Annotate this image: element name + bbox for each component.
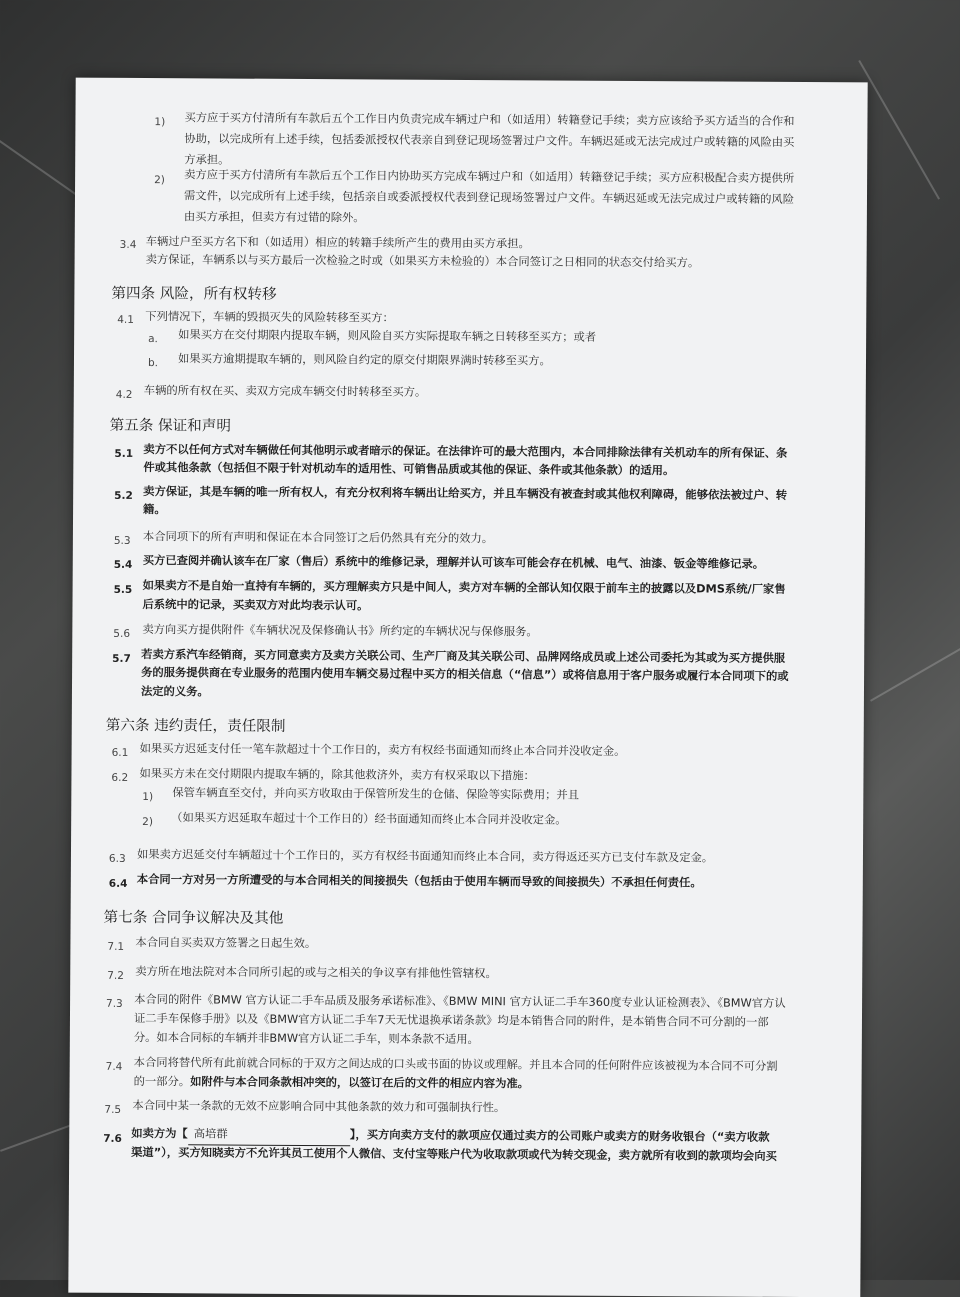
seller-name-field: 高培群: [188, 1123, 350, 1146]
clause-text: 证二手车保修手册》以及《BMW官方认证二手车7天无忧退换承诺条款》均是本销售合同的附件，是本销售合同不可分割的一部: [133, 1011, 769, 1029]
section-heading: 第七条 合同争议解决及其他: [103, 908, 284, 927]
section-heading: 第六条 违约责任，责任限制: [105, 716, 286, 735]
clause-text: 如果买方迟延支付任一笔车款超过十个工作日的，卖方有权经书面通知而终止本合同并没收定金。: [139, 741, 626, 758]
clause-text-part: 】，买方向卖方支付的款项应仅通过卖方的公司账户或卖方的财务收银台（“卖方收款: [349, 1128, 770, 1144]
clause-number: 7.2: [107, 969, 124, 982]
clause-number: 5.2: [114, 489, 133, 502]
clause-text: 车辆过户至买方名下和（如适用）相应的转籍手续所产生的费用由买方承担。: [145, 235, 530, 251]
clause-text: 法定的义务。: [140, 685, 209, 699]
clause-number: 5.3: [113, 534, 131, 547]
clause-text: 若卖方系汽车经销商，买方同意卖方及卖方关联公司、生产厂商及其关联公司、品牌网络成员或上述公司委托为其或为买方提供服: [141, 648, 786, 665]
item-number: 2): [142, 816, 153, 829]
clause-number: 5.1: [114, 447, 134, 460]
clause-text: 车辆的所有权在买、卖双方完成车辆交付时转移至买方。: [143, 384, 427, 399]
clause-number: 6.3: [108, 852, 126, 865]
clause-text: 本合同将替代所有此前就合同标的于双方之间达成的口头或书面的协议或理解。并且本合同的任何附件应该被视为本合同不可分割: [133, 1055, 778, 1073]
clause-text: 如果买方在交付期限内提取车辆，则风险自买方实际提取车辆之日转移至买方；或者: [178, 328, 597, 344]
clause-number: 5.6: [113, 627, 131, 640]
clause-text: 协助，以完成所有上述手续，包括委派授权代表亲自到登记现场签署过户文件。车辆迟延或无法完成过户或转籍的风险由买: [184, 132, 795, 149]
clause-text: 卖方向买方提供附件《车辆状况及保修确认书》所约定的车辆状况与保修服务。: [142, 623, 538, 639]
clause-text: 保管车辆直至交付，并向买方收取由于保管所发生的仓储、保险等实际费用；并且: [172, 786, 580, 802]
clause-text: 本合同中某一条款的无效不应影响合同中其他条款的效力和可强制执行性。: [132, 1098, 506, 1115]
clause-text: 卖方保证，其是车辆的唯一所有权人，有充分权利将车辆出让给买方，并且车辆没有被查封或其他权利障碍，能够依法被过户、转: [143, 485, 788, 502]
clause-text-part: 的一部分。: [133, 1074, 191, 1089]
item-letter: a.: [148, 333, 158, 346]
clause-text-part: 如卖方为【: [131, 1126, 188, 1141]
clause-text: 由买方承担，但卖方有过错的除外。: [183, 210, 365, 225]
clause-text-bold: 如附件与本合同条款相冲突的，以签订在后的文件的相应内容为准。: [190, 1075, 530, 1091]
clause-number: 6.2: [111, 771, 129, 784]
clause-number: 4.1: [117, 313, 134, 326]
clause-text: 如果卖方迟延交付车辆超过十个工作日的，买方有权经书面通知而终止本合同，卖方得返还买方已支付车款及定金。: [136, 847, 714, 865]
clause-text: 本合同的附件《BMW 官方认证二手车品质及服务承诺标准》、《BMW MINI 官方认证二手车360度专业认证检测表》、《BMW官方认: [134, 992, 786, 1010]
clause-text: 卖方所在地法院对本合同所引起的或与之相关的争议享有排他性管辖权。: [135, 964, 497, 981]
clause-text: 卖方应于买方付清所有车款后五个工作日内协助买方完成车辆过户和（如适用）转籍登记手续；买方应积极配合卖方提供所: [184, 168, 795, 185]
clause-text: 本合同自买卖双方签署之日起生效。: [135, 935, 317, 951]
clause-number: 3.4: [119, 238, 137, 251]
clause-text: 本合同项下的所有声明和保证在本合同签订之后仍然具有充分的效力。: [142, 530, 494, 546]
clause-text: 如果买方逾期提取车辆的，则风险自约定的原交付期限界满时转移至买方。: [177, 352, 551, 368]
clause-number: 7.3: [106, 997, 123, 1010]
clause-text: 后系统中的记录，买卖双方对此均表示认可。: [142, 598, 369, 613]
clause-text: 买方已查阅并确认该车在厂家（售后）系统中的维修记录，理解并认可该车可能会存在机械、电气、油漆、钣金等维修记录。: [142, 554, 765, 571]
item-number: 2): [154, 174, 165, 187]
clause-text: 买方应于买方付清所有车款后五个工作日内负责完成车辆过户和（如适用）转籍登记手续；卖方应该给予买方适当的合作和: [184, 111, 795, 128]
section-heading: 第五条 保证和声明: [109, 416, 232, 435]
item-number: 1): [154, 116, 166, 129]
clause-text: 务的服务提供商在专业服务的范围内使用车辆交易过程中买方的相关信息（“信息”）或将信息用于客户服务或履行本合同项下的或: [141, 666, 789, 683]
clause-number: 5.5: [113, 583, 133, 596]
clause-number: 5.7: [112, 652, 131, 665]
clause-text: 如果买方未在交付期限内提取车辆的，除其他救济外，卖方有权采取以下措施：: [139, 766, 535, 783]
clause-number: 5.4: [113, 558, 133, 571]
clause-text: [134, 1071, 530, 1094]
clause-number: 6.4: [108, 877, 128, 890]
clause-text: 方承担。: [184, 153, 230, 167]
marble-vein: [858, 60, 940, 200]
clause-text: 需文件，以完成所有上述手续，包括亲自或委派授权代表到登记现场签署过户文件。车辆迟延或无法完成过户或转籍的风险: [183, 189, 795, 206]
clause-text: 如果卖方不是自始一直持有车辆的，买方理解卖方只是中间人，卖方对车辆的全部认知仅限于前车主的披露以及DMS系统/厂家售: [142, 579, 786, 596]
item-letter: b.: [147, 357, 159, 370]
contract-page: [68, 78, 867, 1297]
clause-text: 件或其他条款（包括但不限于针对机动车的适用性、可销售品质或其他的保证、条件或其他条款）的适用。: [143, 461, 675, 478]
clause-text: 卖方不以任何方式对车辆做任何其他明示或者暗示的保证。在法律许可的最大范围内，本合同排除法律有关机动车的所有保证、条: [143, 443, 788, 460]
clause-text: 籍。: [143, 503, 166, 517]
clause-text: 下列情况下，车辆的毁损灭失的风险转移至买方：: [145, 310, 394, 325]
item-number: 1): [142, 791, 154, 804]
section-heading: 第四条 风险，所有权转移: [111, 284, 277, 303]
clause-number: 7.1: [107, 940, 125, 953]
clause-text: 本合同一方对另一方所遭受的与本合同相关的间接损失（包括由于使用车辆而导致的间接损失）不承担任何责任。: [136, 872, 702, 890]
marble-vein: [870, 630, 960, 702]
clause-number: 7.6: [103, 1132, 122, 1145]
clause-number: 7.5: [104, 1103, 122, 1116]
clause-number: 4.2: [115, 388, 133, 401]
clause-text: 渠道”），买方知晓卖方不允许其员工使用个人微信、支付宝等账户代为收取款项或代为转交现金，卖方就所有收到的款项均会向买: [131, 1145, 777, 1163]
clause-number: 7.4: [105, 1060, 123, 1073]
clause-text: 卖方保证，车辆系以与买方最后一次检验之时或（如果买方未检验的）本合同签订之日相同的状态交付给买方。: [145, 253, 700, 270]
clause-number: 6.1: [111, 746, 129, 759]
clause-text: 分。如本合同标的车辆并非BMW官方认证二手车，则本条款不适用。: [133, 1030, 479, 1047]
clause-text: （如果买方迟延取车超过十个工作日的）经书面通知而终止本合同并没收定金。: [171, 811, 567, 827]
